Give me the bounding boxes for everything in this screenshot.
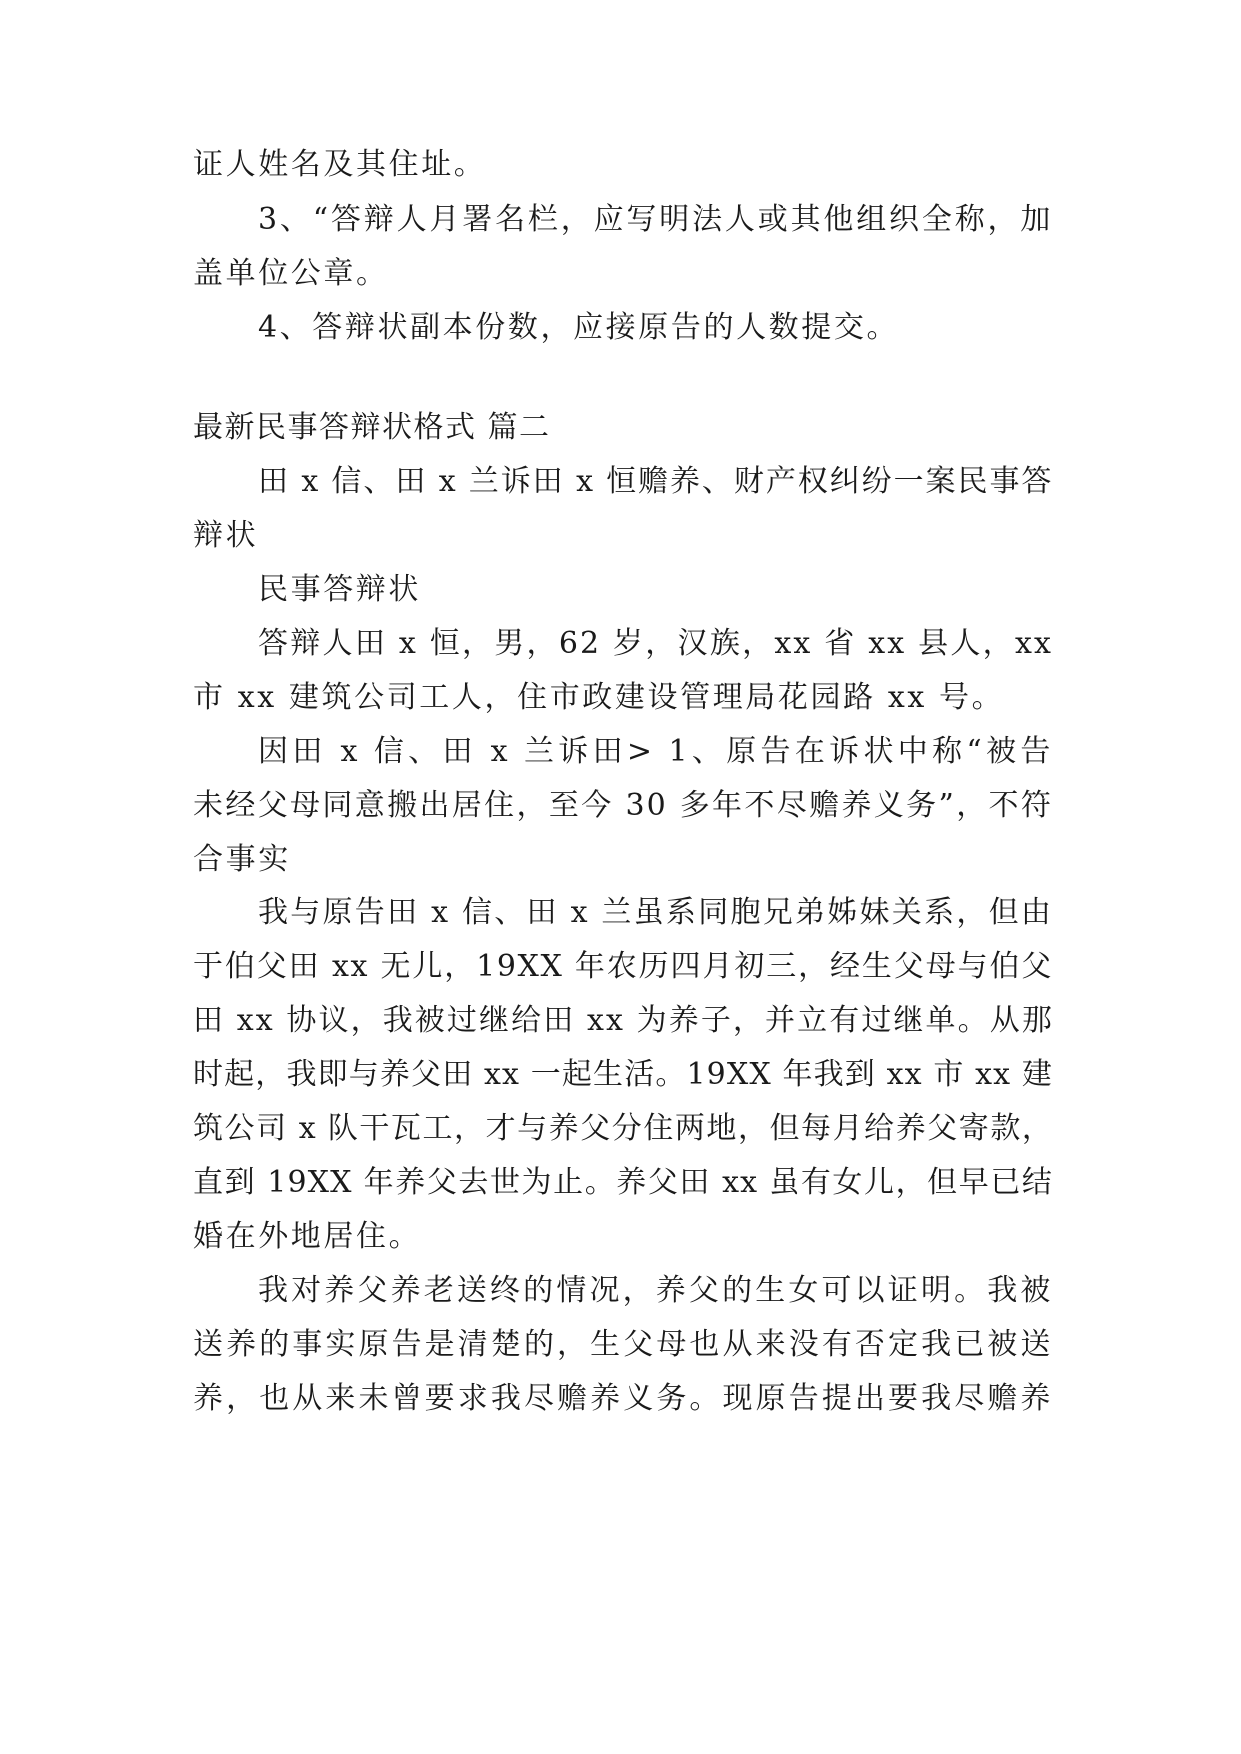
text-line: 时起，我即与养父田 xx 一起生活。19XX 年我到 xx 市 xx 建 (193, 1057, 1053, 1092)
text-line: 筑公司 x 队干瓦工，才与养父分住两地，但每月给养父寄款， (193, 1111, 1053, 1146)
text-line: 于伯父田 xx 无儿，19XX 年农历四月初三，经生父母与伯父 (193, 949, 1053, 984)
text-line: 田 xx 协议，我被过继给田 xx 为养子，并立有过继单。从那 (193, 1003, 1054, 1038)
text-line: 3、“答辩人月署名栏，应写明法人或其他组织全称，加 (258, 202, 1053, 237)
text-line: 证人姓名及其住址。 (193, 147, 487, 182)
text-line: 4、答辩状副本份数，应接原告的人数提交。 (258, 310, 900, 345)
text-line: 送养的事实原告是清楚的，生父母也从来没有否定我已被送 (193, 1327, 1053, 1362)
text-line: 直到 19XX 年养父去世为止。养父田 xx 虽有女儿，但早已结 (193, 1165, 1053, 1200)
section-heading: 最新民事答辩状格式 篇二 (193, 410, 551, 445)
text-line: 市 xx 建筑公司工人，住市政建设管理局花园路 xx 号。 (193, 680, 1005, 715)
text-line: 答辩人田 x 恒，男，62 岁，汉族，xx 省 xx 县人，xx (258, 626, 1053, 661)
text-line: 因田 x 信、田 x 兰诉田> 1、原告在诉状中称“被告 (258, 734, 1053, 769)
text-line: 田 x 信、田 x 兰诉田 x 恒赡养、财产权纠纷一案民事答 (258, 464, 1053, 499)
document-title: 民事答辩状 (258, 572, 421, 607)
text-line: 我对养父养老送终的情况，养父的生女可以证明。我被 (258, 1273, 1053, 1308)
text-line: 婚在外地居住。 (193, 1219, 422, 1254)
text-line: 辩状 (193, 518, 259, 553)
text-line: 未经父母同意搬出居住，至今 30 多年不尽赡养义务”，不符 (193, 788, 1053, 823)
text-line: 我与原告田 x 信、田 x 兰虽系同胞兄弟姊妹关系，但由 (258, 895, 1053, 930)
text-line: 养，也从来未曾要求我尽赡养义务。现原告提出要我尽赡养 (193, 1381, 1053, 1416)
text-line: 合事实 (193, 842, 291, 877)
text-line: 盖单位公章。 (193, 256, 389, 291)
